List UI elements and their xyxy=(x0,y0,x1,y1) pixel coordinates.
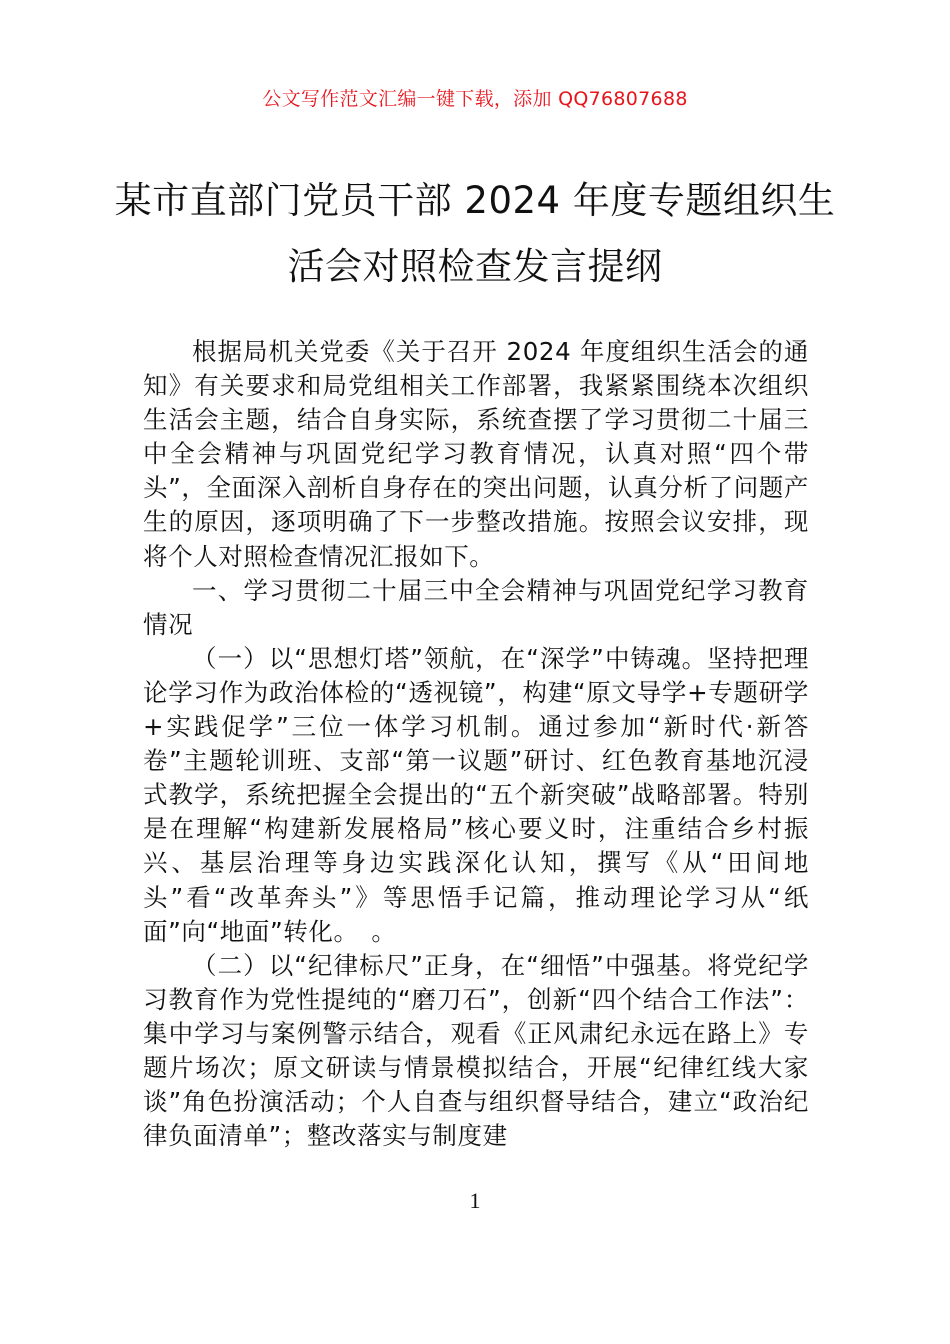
title-line-2: 活会对照检查发言提纲 xyxy=(287,245,663,288)
intro-paragraph: 根据局机关党委《关于召开 2024 年度组织生活会的通知》有关要求和局党组相关工作部署，我紧紧围绕本次组织生活会主题，结合自身实际，系统查摆了学习贯彻二十届三中全会精神与巩固党纪学习教育情况，认真对照“四个带头”，全面深入剖析自身存在的突出问题，认真分析了问题产生的原因，逐项明确了下一步整改措施。按照会议安排，现将个人对照检查情况汇报如下。 xyxy=(143,337,809,571)
section-heading-1: 一、学习贯彻二十届三中全会精神与巩固党纪学习教育情况 xyxy=(143,575,809,639)
document-body xyxy=(143,335,809,1153)
subsection-1-paragraph: （一）以“思想灯塔”领航，在“深学”中铸魂。坚持把理论学习作为政治体检的“透视镜”，构建“原文导学+专题研学+实践促学”三位一体学习机制。通过参加“新时代·新答卷”主题轮训班、支部“第一议题”研讨、红色教育基地沉浸式教学，系统把握全会提出的“五个新突破”战略部署。特别是在理解“构建新发展格局”核心要义时，注重结合乡村振兴、基层治理等身边实践深化认知，撰写《从“田间地头”看“改革奔头”》等思悟手记篇，推动理论学习从“纸面”向“地面”转化。 。 xyxy=(143,643,809,946)
subsection-2-paragraph: （二）以“纪律标尺”正身，在“细悟”中强基。将党纪学习教育作为党性提纯的“磨刀石”，创新“四个结合工作法”：集中学习与案例警示结合，观看《正风肃纪永远在路上》专题片场次；原文研读与情景模拟结合，开展“纪律红线大家谈”角色扮演活动；个人自查与组织督导结合，建立“政治纪律负面清单”；整改落实与制度建 xyxy=(143,950,809,1151)
header-download-note: 公文写作范文汇编一键下载，添加 QQ76807688 xyxy=(262,88,688,110)
page-number: 1 xyxy=(469,1188,481,1213)
title-line-1: 某市直部门党员干部 2024 年度专题组织生 xyxy=(114,179,836,222)
document-title xyxy=(110,168,840,300)
